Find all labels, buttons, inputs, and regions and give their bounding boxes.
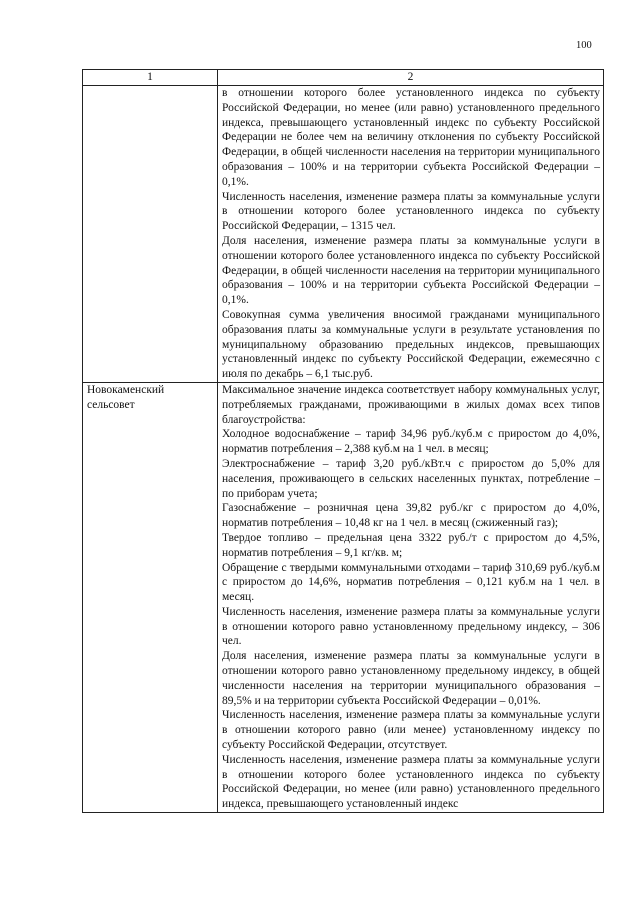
municipality-cell: [83, 86, 218, 383]
paragraph: Электроснабжение – тариф 3,20 руб./кВт.ч с приростом до 5,0% для населения, проживающего в сельских населенных пунктах, потребление – по приборам учета;: [222, 457, 600, 500]
description-cell: [218, 382, 604, 812]
paragraph: Численность населения, изменение размера платы за коммунальные услуги в отношении которого равно (или менее) установленному индексу по субъекту Российской Федерации, отсутствует.: [222, 709, 600, 752]
paragraph: Обращение с твердыми коммунальными отходами – тариф 310,69 руб./куб.м с приростом до 14,6%, норматив потребления – 0,121 куб.м на 1 чел. в месяц.: [222, 561, 600, 604]
municipality-cell: Новокаменский сельсовет: [83, 382, 218, 812]
table-header-row: [83, 70, 604, 86]
table-row: [83, 86, 604, 383]
paragraph: Доля населения, изменение размера платы за коммунальные услуги в отношении которого равно установленному предельному индексу, в общей численности населения на территории муниципального образования – 89,5% и на территории субъекта Российской Федерации – 0,01%.: [222, 650, 600, 707]
paragraph: Газоснабжение – розничная цена 39,82 руб./кг с приростом до 4,0%, норматив потребления – 10,48 кг на 1 чел. в месяц (сжиженный газ);: [222, 502, 600, 530]
indices-table: [82, 69, 604, 813]
paragraph: Численность населения, изменение размера платы за коммунальные услуги в отношении которого более установленного индекса по субъекту Российской Федерации, но менее (или равно) установленного предельного индекса, превышающего установленный индекс: [222, 753, 600, 811]
paragraph: Численность населения, изменение размера платы за коммунальные услуги в отношении которого равно установленному предельному индексу, – 306 чел.: [222, 605, 600, 648]
paragraph: Совокупная сумма увеличения вносимой гражданами муниципального образования платы за коммунальные услуги в результате установления по муниципальному образованию предельных индексов, превышающих установленный индекс по субъекту Российской Федерации, ежемесячно с июля по декабрь – 6,1 тыс.руб.: [222, 308, 600, 381]
column-header-1: 1: [83, 70, 218, 86]
paragraph: Твердое топливо – предельная цена 3322 руб./т с приростом до 4,5%, норматив потребления – 9,1 кг/кв. м;: [222, 531, 600, 559]
table-row: [83, 382, 604, 812]
paragraph: Максимальное значение индекса соответствует набору коммунальных услуг, потребляемых гражданами, проживающими в жилых домах всех типов благоустройства:: [222, 383, 600, 426]
description-cell: [218, 86, 604, 383]
paragraph: в отношении которого более установленного индекса по субъекту Российской Федерации, но менее (или равно) установленного предельного индекса, превышающего установленный индекс по субъекту Российской Федерации не более чем на величину отклонения по субъекту Российской Федерации, в общей численности населения на территории муниципального образования – 100% и на территории субъекта Российской Федерации – 0,1%.: [222, 87, 600, 188]
column-header-2: 2: [218, 70, 604, 86]
paragraph: Холодное водоснабжение – тариф 34,96 руб./куб.м с приростом до 4,0%, норматив потребления – 2,388 куб.м на 1 чел. в месяц;: [222, 428, 600, 456]
paragraph: Численность населения, изменение размера платы за коммунальные услуги в отношении которого более установленного индекса по субъекту Российской Федерации, – 1315 чел.: [222, 190, 600, 233]
paragraph: Доля населения, изменение размера платы за коммунальные услуги в отношении которого более установленного индекса по субъекту Российской Федерации, в общей численности населения на территории муниципального образования – 100% и на территории субъекта Российской Федерации – 0,1%.: [222, 234, 600, 307]
page-number: 100: [576, 40, 592, 51]
